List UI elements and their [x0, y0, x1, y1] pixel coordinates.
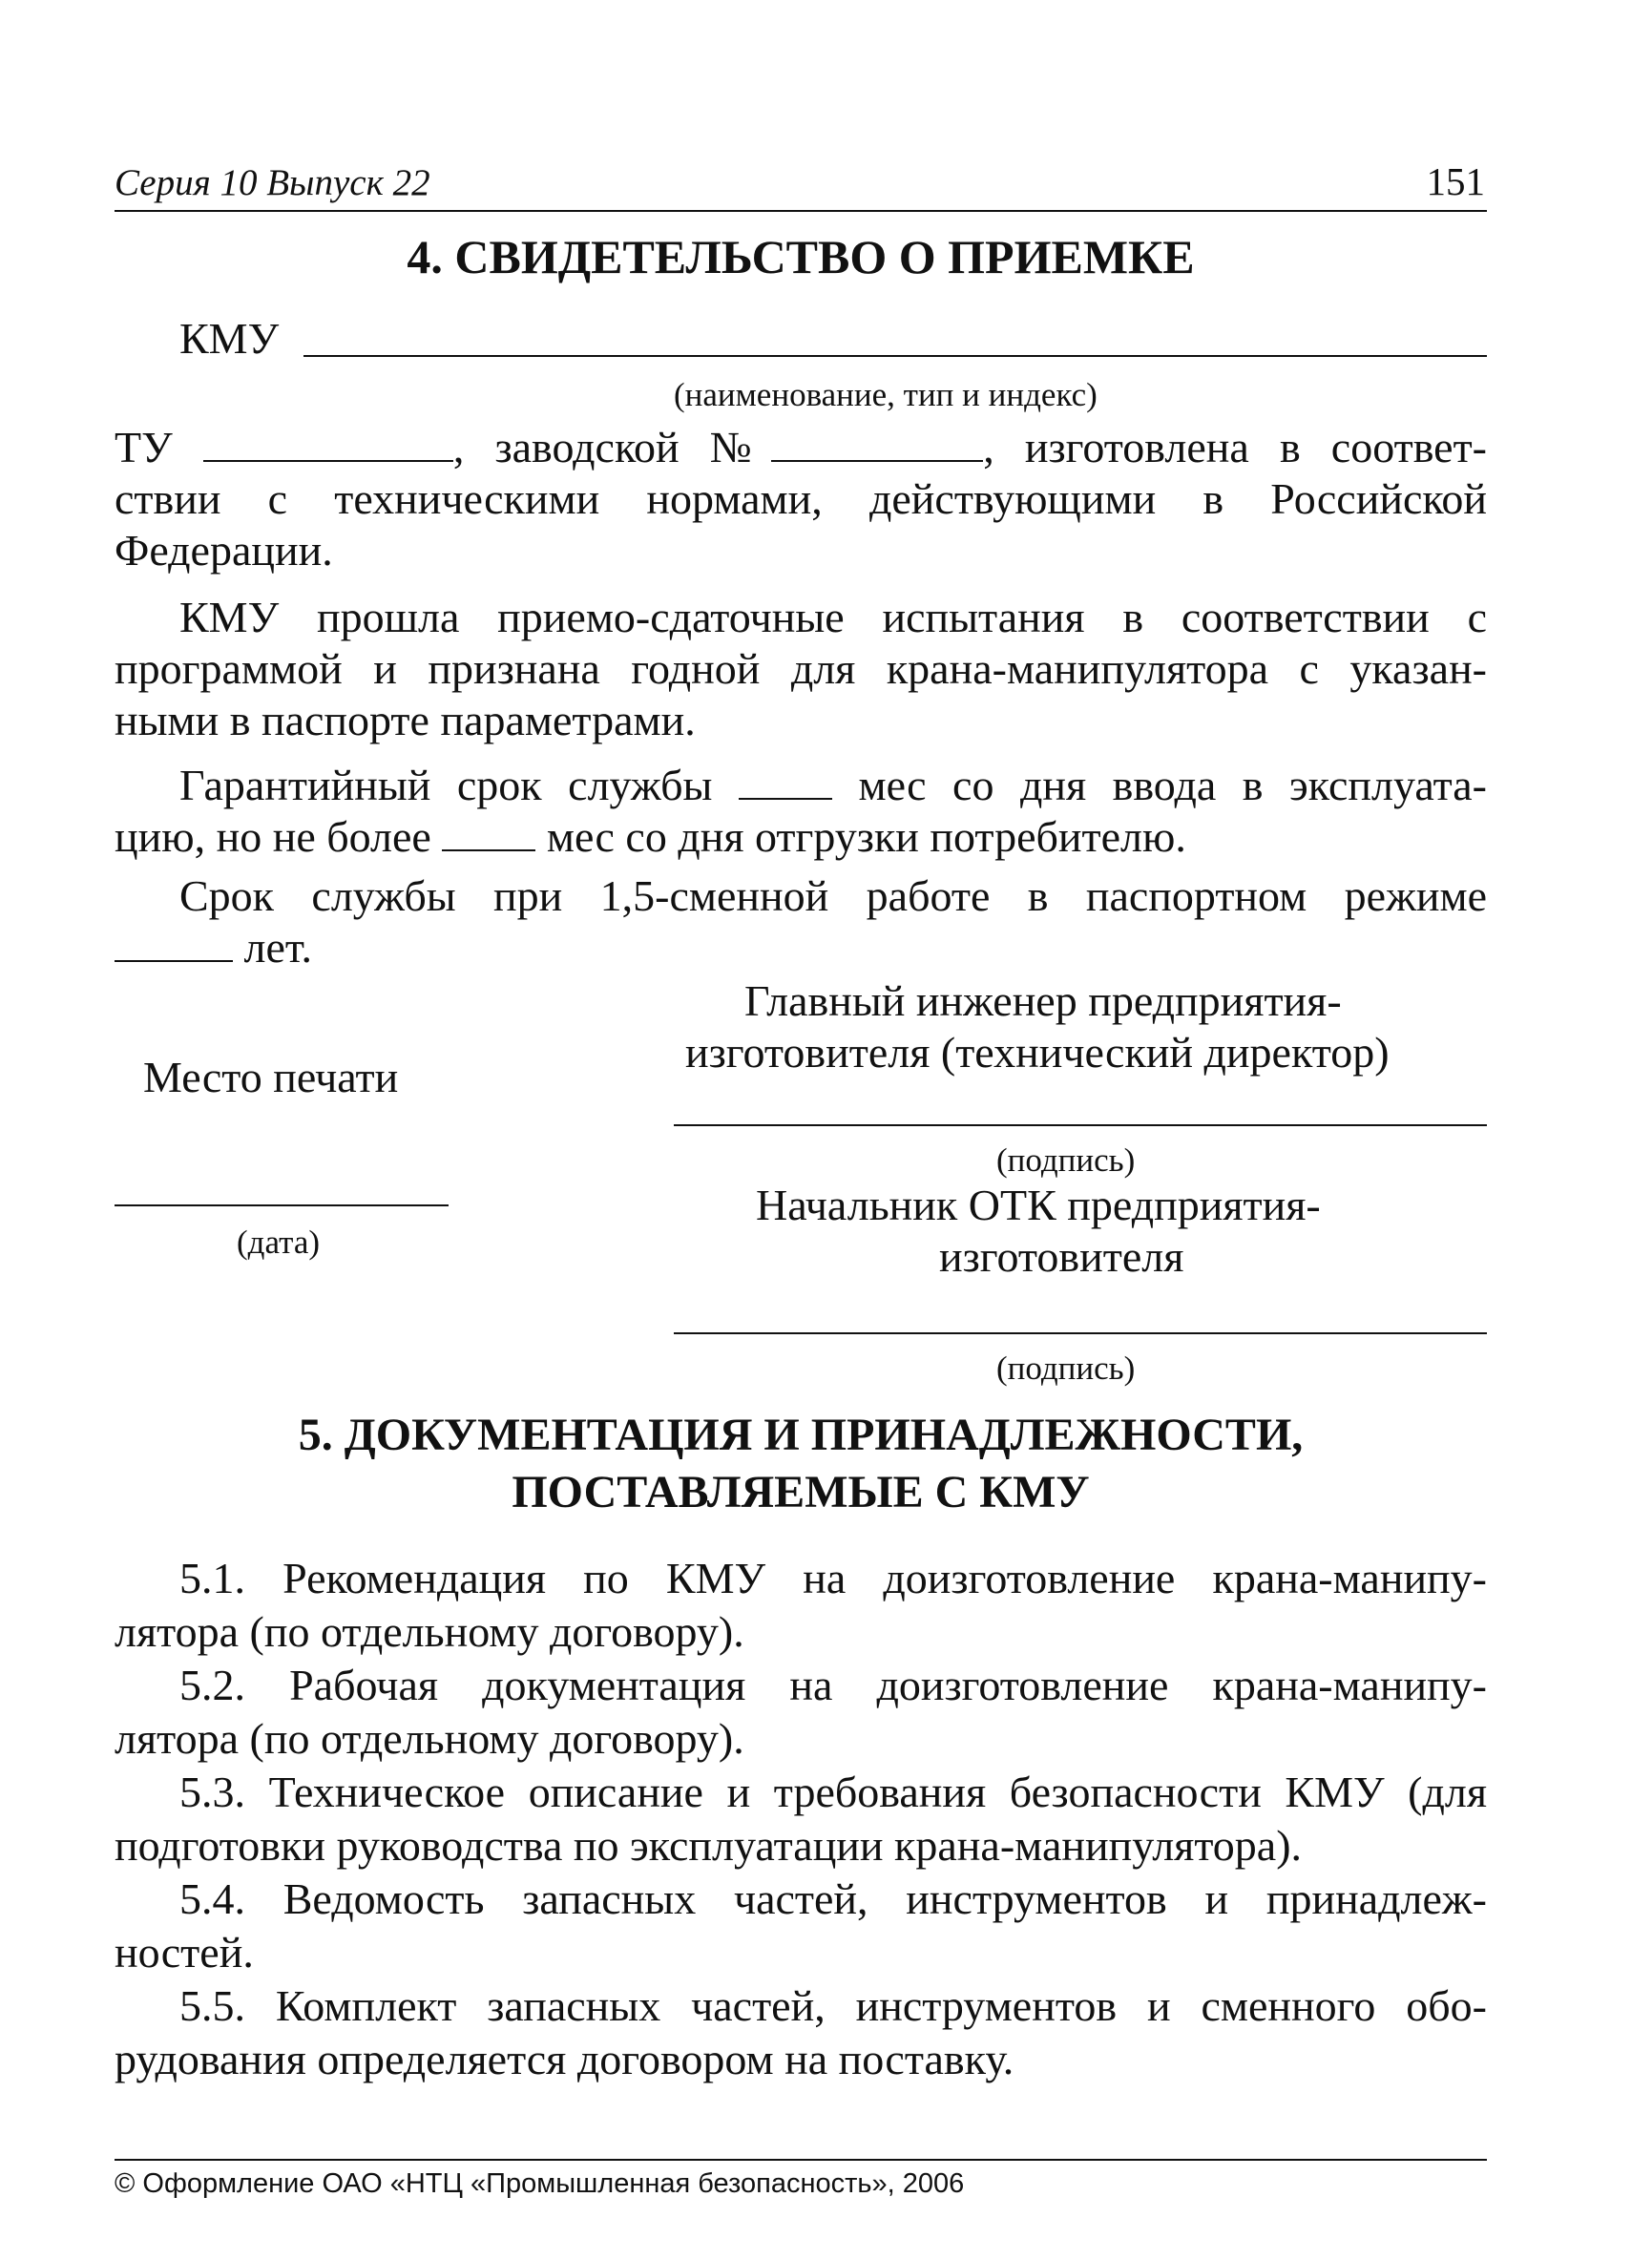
chief-engineer-title-line2: изготовителя (технический директор) [685, 1028, 1390, 1077]
chief-engineer-title-line1: Главный инженер предприятия- [744, 976, 1342, 1025]
signature-caption: (подпись) [996, 1350, 1136, 1387]
list-item-line: 5.2. Рабочая документация на доизготовление крана-манипу- [179, 1661, 1487, 1709]
list-item-line: лятора (по отдельному договору). [115, 1714, 744, 1763]
list-item-line: подготовки руководства по эксплуатации крана-манипулятора). [115, 1821, 1303, 1870]
list-item-line: 5.3. Техническое описание и требования безопасности КМУ (для [179, 1768, 1487, 1816]
tu-blank [203, 428, 453, 462]
kmu-name-field-line [303, 355, 1487, 357]
date-caption: (дата) [237, 1224, 321, 1261]
list-item-line: 5.4. Ведомость запасных частей, инструментов и принадлеж- [179, 1874, 1487, 1923]
paragraph-line: ствии с техническими нормами, действующими в Российской [115, 474, 1487, 523]
kmu-label: КМУ [179, 314, 280, 363]
paragraph-line: ТУ , заводской № , изготовлена в соответ- [115, 423, 1488, 471]
otk-head-signature-line [674, 1332, 1487, 1334]
paragraph-line: лет. [115, 922, 1487, 973]
paragraph-acceptance-tests [115, 592, 1487, 746]
serial-number-blank [771, 428, 983, 462]
paragraph-line: КМУ прошла приемо-сдаточные испытания в соответствии с [179, 593, 1487, 641]
otk-head-title-line1: Начальник ОТК предприятия- [756, 1181, 1321, 1229]
seal-place-label: Место печати [143, 1053, 399, 1101]
list-item-line: рудования определяется договором на поставку. [115, 2035, 1014, 2083]
copyright-footer: © Оформление ОАО «НТЦ «Промышленная безопасность», 2006 [115, 2168, 965, 2199]
date-field-line [115, 1204, 449, 1206]
list-item-line: ностей. [115, 1928, 254, 1977]
max-months-blank [442, 817, 535, 851]
paragraph-line: Срок службы при 1,5-сменной работе в паспортном режиме [179, 871, 1487, 920]
paragraph-line: Гарантийный срок службы мес со дня ввода в эксплуата- [179, 761, 1487, 809]
section-5-title-line1: 5. ДОКУМЕНТАЦИЯ И ПРИНАДЛЕЖНОСТИ, [298, 1410, 1304, 1460]
list-item-line: 5.5. Комплект запасных частей, инструментов и сменного обо- [179, 1981, 1487, 2030]
section-5-title-line2: ПОСТАВЛЯЕМЫЕ С КМУ [512, 1467, 1090, 1517]
chief-engineer-signature-line [674, 1124, 1487, 1126]
section-4-title: 4. СВИДЕТЕЛЬСТВО О ПРИЕМКЕ [407, 230, 1195, 283]
footer-rule [115, 2159, 1487, 2161]
running-header [115, 160, 1487, 212]
paragraph-conformity [115, 422, 1487, 576]
warranty-months-blank [739, 765, 832, 800]
paragraph-service-life [115, 870, 1487, 973]
paragraph-line: программой и признана годной для крана-манипулятора с указан- [115, 644, 1487, 693]
kmu-name-caption: (наименование, тип и индекс) [674, 376, 1098, 413]
series-label: Серия 10 Выпуск 22 [115, 162, 430, 203]
otk-head-title-line2: изготовителя [939, 1232, 1184, 1281]
paragraph-line: Федерации. [115, 526, 333, 575]
paragraph-line: цию, но не более мес со дня отгрузки потребителю. [115, 812, 1186, 861]
signature-caption: (подпись) [996, 1141, 1136, 1179]
service-years-blank [115, 928, 233, 962]
section-5-items [115, 1552, 1487, 2086]
list-item-line: лятора (по отдельному договору). [115, 1607, 744, 1656]
page-number: 151 [1426, 159, 1485, 203]
paragraph-warranty [115, 760, 1487, 863]
paragraph-line: ными в паспорте параметрами. [115, 696, 696, 744]
list-item-line: 5.1. Рекомендация по КМУ на доизготовление крана-манипу- [179, 1554, 1487, 1602]
